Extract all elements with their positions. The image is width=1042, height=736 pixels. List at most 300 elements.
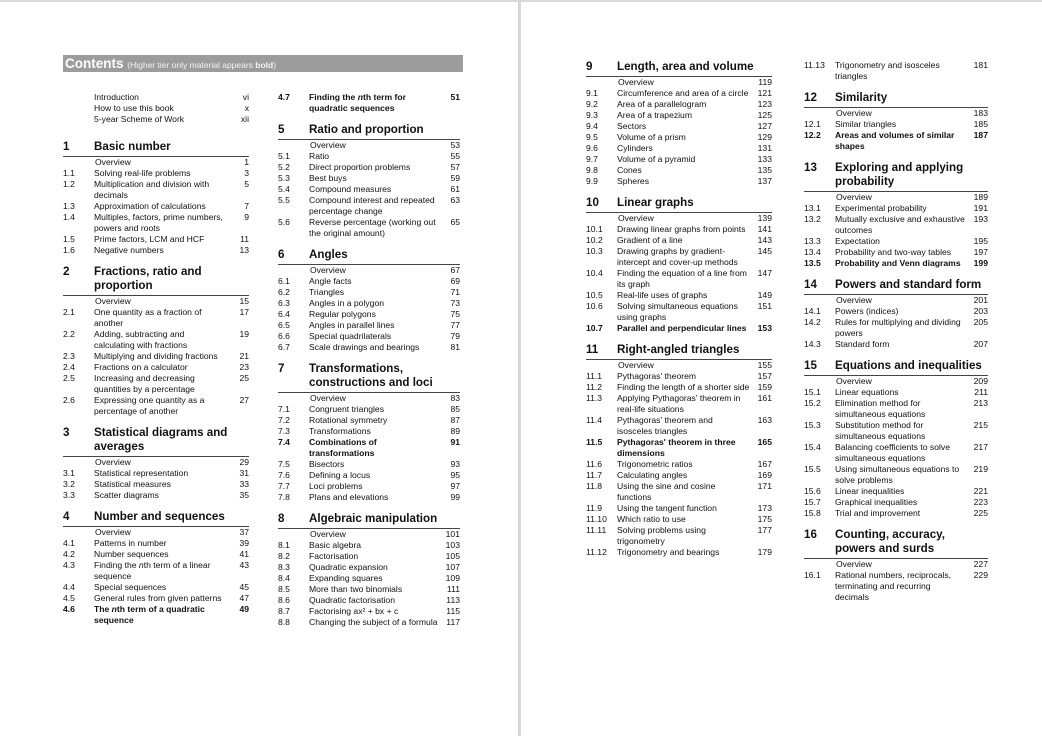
toc-overview-entry[interactable] [804,192,988,203]
section-title: Sectors [617,121,647,131]
chapter-heading[interactable] [804,278,988,295]
chapter-title: Length, area and volume [617,60,754,73]
chapter-heading[interactable] [278,362,460,393]
section-number: 5.2 [278,162,290,172]
section-number: 7.5 [278,459,290,469]
toc-section-entry[interactable] [278,481,460,492]
toc-section-entry[interactable] [804,339,988,350]
toc-section-entry[interactable] [278,595,460,606]
toc-section-entry[interactable] [278,415,460,426]
toc-section-entry[interactable] [586,393,772,415]
page-number: 139 [757,213,772,223]
toc-section-entry[interactable] [278,617,460,628]
chapter-title: Statistical diagrams and averages [94,426,228,453]
chapter-title: Ratio and proportion [309,123,424,136]
toc-section-entry[interactable] [278,584,460,595]
page-number: 175 [757,514,772,524]
toc-section-entry[interactable] [63,538,249,549]
page-number: 149 [757,290,772,300]
toc-section-entry[interactable] [63,373,249,395]
section-title: Standard form [835,339,890,349]
toc-section-entry[interactable] [804,442,988,464]
section-title: Expanding squares [309,573,383,583]
section-number: 8.5 [278,584,290,594]
page-number: 105 [445,551,460,561]
section-number: 6.2 [278,287,290,297]
chapter-heading[interactable] [804,91,988,108]
section-number: 3.2 [63,479,75,489]
toc-section-entry[interactable] [586,470,772,481]
section-title: Angles in a polygon [309,298,385,308]
toc-section-entry[interactable] [278,320,460,331]
section-title: Pythagoras' theorem and isosceles triangles [617,415,713,436]
section-number: 8.1 [278,540,290,550]
chapter-number: 15 [804,359,817,372]
chapter-heading[interactable] [804,359,988,376]
toc-section-entry[interactable] [278,173,460,184]
toc-section-entry[interactable] [278,92,460,114]
toc-section-entry[interactable] [586,143,772,154]
section-title: Area of a trapezium [617,110,692,120]
section-number: 4.6 [63,604,75,614]
section-title: Basic algebra [309,540,362,550]
chapter-title: Powers and standard form [835,278,982,291]
section-title: Finding the nth term of a linear sequence [94,560,211,581]
section-number: 8.6 [278,595,290,605]
toc-section-entry[interactable] [278,492,460,503]
toc-section-entry[interactable] [278,151,460,162]
chapter-heading[interactable] [586,196,772,213]
toc-section-entry[interactable] [586,88,772,99]
page-number: 71 [450,287,460,297]
toc-section-entry[interactable] [804,464,988,486]
page-number: 11 [240,234,249,244]
toc-section-entry[interactable] [278,276,460,287]
toc-section-entry[interactable] [278,404,460,415]
page-number: 89 [450,426,460,436]
section-title: Elimination method for simultaneous equations [835,398,926,419]
section-number [63,114,94,125]
page-number: 213 [973,398,988,408]
toc-section-entry[interactable] [278,331,460,342]
toc-section-entry[interactable] [804,306,988,317]
section-number: 8.3 [278,562,290,572]
section-title: Overview [618,77,654,87]
toc-section-entry[interactable] [586,99,772,110]
toc-section-entry[interactable] [586,503,772,514]
page-number: 185 [973,119,988,129]
section-number: 15.5 [804,464,821,474]
section-number: 12.2 [804,130,821,140]
toc-section-entry[interactable] [63,179,249,201]
toc-section-entry[interactable] [804,387,988,398]
page-number: 115 [446,606,460,616]
toc-section-entry[interactable] [63,362,249,373]
chapter-heading[interactable] [63,265,249,296]
section-title: Overview [95,157,131,167]
toc-overview-entry[interactable] [586,77,772,88]
page-number: 201 [973,295,988,305]
toc-section-entry[interactable] [804,60,988,82]
page-number: 119 [758,77,772,87]
section-number: 9.3 [586,110,598,120]
toc-section-entry[interactable] [63,329,249,351]
page-number: 225 [973,508,988,518]
toc-section-entry[interactable] [63,468,249,479]
page-number: 49 [239,604,249,614]
page-number: 31 [239,468,249,478]
toc-section-entry[interactable] [278,342,460,353]
toc-section-entry[interactable] [804,497,988,508]
chapter-heading[interactable] [804,161,988,192]
toc-overview-entry[interactable] [586,360,772,371]
section-title: Applying Pythagoras' theorem in real-life situations [617,393,741,414]
page-number: 187 [973,130,988,140]
section-title: Volume of a pyramid [617,154,696,164]
toc-section-entry[interactable] [804,236,988,247]
section-title: Gradient of a line [617,235,683,245]
section-title: Similar triangles [835,119,897,129]
section-number: 11.12 [586,547,607,557]
contents-header [63,55,463,72]
toc-section-entry[interactable] [804,398,988,420]
section-title: Overview [95,527,131,537]
section-number: 11.8 [586,481,603,491]
toc-section-entry[interactable] [63,234,249,245]
page-number: 147 [757,268,772,278]
section-title: Rotational symmetry [309,415,388,425]
toc-section-entry[interactable] [278,287,460,298]
page-number: 21 [239,351,249,361]
toc-overview-entry[interactable] [63,527,249,538]
section-title: Regular polygons [309,309,376,319]
section-title: Changing the subject of a formula [309,617,438,627]
toc-section-entry[interactable] [586,268,772,290]
chapter-heading[interactable] [278,512,460,529]
toc-section-entry[interactable] [804,130,988,152]
section-title: Using the sine and cosine functions [617,481,716,502]
section-number: 11.13 [804,60,825,70]
section-title: Overview [618,360,654,370]
section-number: 9.1 [586,88,598,98]
section-title: Volume of a prism [617,132,686,142]
section-number: 11.6 [586,459,603,469]
toc-section-entry[interactable] [586,437,772,459]
page-number: 191 [973,203,988,213]
toc-section-entry[interactable] [278,426,460,437]
section-number: 15.4 [804,442,821,452]
section-title: Finding the length of a shorter side [617,382,750,392]
section-number: 15.2 [804,398,821,408]
toc-overview-entry[interactable] [63,296,249,307]
section-number: 14.2 [804,317,821,327]
toc-section-entry[interactable] [63,490,249,501]
section-title: Solving simultaneous equations using graphs [617,301,738,322]
page-number: 103 [445,540,460,550]
toc-section-entry[interactable] [63,212,249,234]
toc-section-entry[interactable] [586,371,772,382]
toc-section-entry[interactable] [278,309,460,320]
toc-overview-entry[interactable] [804,108,988,119]
section-number: 13.5 [804,258,821,268]
toc-front-entry[interactable] [63,114,249,125]
toc-section-entry[interactable] [278,540,460,551]
toc-section-entry[interactable] [63,201,249,212]
toc-section-entry[interactable] [804,214,988,236]
section-number [804,559,835,570]
toc-section-entry[interactable] [586,176,772,187]
toc-front-entry[interactable] [63,103,249,114]
page-number: 19 [239,329,249,339]
toc-section-entry[interactable] [586,547,772,558]
section-title: Reverse percentage (working out the original amount) [309,217,436,238]
chapter-number: 14 [804,278,817,291]
toc-overview-entry[interactable] [586,213,772,224]
section-title: Statistical representation [94,468,189,478]
toc-overview-entry[interactable] [804,295,988,306]
section-title: Negative numbers [94,245,164,255]
section-title: Areas and volumes of similar shapes [835,130,955,151]
section-number: 7.6 [278,470,290,480]
section-number: 1.4 [63,212,75,222]
section-number: 8.7 [278,606,290,616]
toc-column-3 [586,60,772,558]
toc-section-entry[interactable] [804,570,988,603]
section-number: 9.4 [586,121,598,131]
page-number: 221 [973,486,988,496]
toc-section-entry[interactable] [63,604,249,626]
section-number: 15.8 [804,508,821,518]
toc-section-entry[interactable] [586,132,772,143]
page-number: 121 [757,88,772,98]
section-number: 15.7 [804,497,821,507]
chapter-heading[interactable] [278,248,460,265]
section-number: 6.5 [278,320,290,330]
section-title: Multiplication and division with decimals [94,179,210,200]
page-number: xii [240,114,249,124]
toc-section-entry[interactable] [586,525,772,547]
toc-section-entry[interactable] [586,110,772,121]
section-number: 1.2 [63,179,75,189]
chapter-number: 11 [586,343,599,356]
section-number [804,295,835,306]
section-title: Factorisation [309,551,359,561]
chapter-heading[interactable] [63,140,249,157]
section-number: 5.5 [278,195,290,205]
toc-section-entry[interactable] [804,420,988,442]
chapter-number: 2 [63,265,70,278]
section-number: 10.3 [586,246,603,256]
section-number: 4.3 [63,560,75,570]
chapter-heading[interactable] [278,123,460,140]
section-title: Overview [836,192,872,202]
page-number: 17 [239,307,249,317]
toc-section-entry[interactable] [804,508,988,519]
toc-section-entry[interactable] [804,317,988,339]
toc-section-entry[interactable] [63,549,249,560]
page-number: 67 [450,265,460,275]
toc-section-entry[interactable] [586,290,772,301]
section-title: Plans and elevations [309,492,389,502]
page-number: 179 [757,547,772,557]
section-title: Multiples, factors, prime numbers, powers and roots [94,212,223,233]
page-number: 141 [757,224,772,234]
toc-section-entry[interactable] [278,162,460,173]
toc-overview-entry[interactable] [278,140,460,151]
page-number: 109 [445,573,460,583]
chapter-title: Similarity [835,91,888,104]
section-title: Defining a locus [309,470,371,480]
toc-section-entry[interactable] [804,486,988,497]
section-number: 13.4 [804,247,821,257]
chapter-number: 10 [586,196,599,209]
section-number: 15.6 [804,486,821,496]
section-title: Increasing and decreasing quantities by a percentage [94,373,195,394]
toc-section-entry[interactable] [586,382,772,393]
toc-overview-entry[interactable] [804,559,988,570]
toc-section-entry[interactable] [278,573,460,584]
section-number [278,140,309,151]
page-number: 107 [445,562,460,572]
section-title: Compound interest and repeated percentage change [309,195,435,216]
toc-section-entry[interactable] [63,351,249,362]
toc-overview-entry[interactable] [63,457,249,468]
section-number: 2.5 [63,373,75,383]
page-number: 87 [450,415,460,425]
toc-section-entry[interactable] [278,184,460,195]
section-title: Angles in parallel lines [309,320,395,330]
page-number: 95 [450,470,460,480]
toc-section-entry[interactable] [586,323,772,334]
chapter-heading[interactable] [63,426,249,457]
section-title: Drawing graphs by gradient-intercept and cover-up methods [617,246,738,267]
toc-section-entry[interactable] [63,245,249,256]
chapter-number: 9 [586,60,593,73]
chapter-title: Linear graphs [617,196,694,209]
toc-section-entry[interactable] [586,235,772,246]
section-number [278,265,309,276]
section-number [63,296,94,307]
toc-overview-entry[interactable] [804,376,988,387]
chapter-number: 6 [278,248,285,261]
toc-section-entry[interactable] [63,560,249,582]
section-title: Finding the equation of a line from its graph [617,268,747,289]
toc-section-entry[interactable] [278,298,460,309]
section-title: Number sequences [94,549,169,559]
toc-section-entry[interactable] [63,582,249,593]
chapter-heading[interactable] [586,343,772,360]
toc-section-entry[interactable] [586,165,772,176]
toc-section-entry[interactable] [586,459,772,470]
toc-section-entry[interactable] [804,203,988,214]
chapter-heading[interactable] [63,510,249,527]
chapter-title: Angles [309,248,348,261]
page-number: 1 [244,157,249,167]
section-number: 7.3 [278,426,290,436]
page-number: 69 [450,276,460,286]
section-number: 10.4 [586,268,603,278]
toc-section-entry[interactable] [804,247,988,258]
section-number: 10.2 [586,235,603,245]
section-number: 4.1 [63,538,75,548]
toc-overview-entry[interactable] [278,393,460,404]
page-number: 25 [239,373,249,383]
toc-overview-entry[interactable] [278,265,460,276]
chapter-number: 5 [278,123,285,136]
toc-section-entry[interactable] [586,224,772,235]
toc-section-entry[interactable] [63,479,249,490]
toc-section-entry[interactable] [586,301,772,323]
section-title: Factorising ax² + bx + c [309,606,399,616]
page-number: 93 [450,459,460,469]
toc-section-entry[interactable] [804,119,988,130]
toc-section-entry[interactable] [586,121,772,132]
toc-section-entry[interactable] [586,514,772,525]
page-number: 55 [450,151,460,161]
section-title: Mutually exclusive and exhaustive outcomes [835,214,965,235]
page-number: 131 [757,143,772,153]
section-title: Fractions on a calculator [94,362,188,372]
page-number: 35 [239,490,249,500]
section-number: 2.6 [63,395,75,405]
page-number: 167 [757,459,772,469]
chapter-heading[interactable] [804,528,988,559]
page-number: 99 [450,492,460,502]
page-number: 73 [450,298,460,308]
page-number: 45 [239,582,249,592]
page-number: 205 [973,317,988,327]
toc-section-entry[interactable] [63,307,249,329]
section-number: 5.6 [278,217,290,227]
section-title: Trial and improvement [835,508,921,518]
section-title: Direct proportion problems [309,162,411,172]
page-number: 83 [450,393,460,403]
toc-front-entry[interactable] [63,92,249,103]
toc-section-entry[interactable] [278,551,460,562]
toc-overview-entry[interactable] [63,157,249,168]
chapter-heading[interactable] [586,60,772,77]
toc-section-entry[interactable] [278,437,460,459]
toc-section-entry[interactable] [278,470,460,481]
section-title: Multiplying and dividing fractions [94,351,218,361]
toc-section-entry[interactable] [804,258,988,269]
section-number: 4.5 [63,593,75,603]
toc-section-entry[interactable] [63,168,249,179]
toc-section-entry[interactable] [63,395,249,417]
section-title: Ratio [309,151,330,161]
section-title: Balancing coefficients to solve simultaneous equations [835,442,950,463]
toc-section-entry[interactable] [278,459,460,470]
section-title: Expectation [835,236,880,246]
toc-section-entry[interactable] [63,593,249,604]
toc-overview-entry[interactable] [278,529,460,540]
chapter-title: Equations and inequalities [835,359,982,372]
toc-section-entry[interactable] [278,217,460,239]
toc-section-entry[interactable] [586,154,772,165]
section-title: General rules from given patterns [94,593,222,603]
toc-section-entry[interactable] [278,562,460,573]
toc-section-entry[interactable] [586,246,772,268]
section-title: Quadratic factorisation [309,595,395,605]
toc-section-entry[interactable] [586,415,772,437]
toc-section-entry[interactable] [586,481,772,503]
page-number: 75 [450,309,460,319]
page-number: 79 [450,331,460,341]
toc-section-entry[interactable] [278,606,460,617]
toc-section-entry[interactable] [278,195,460,217]
page-number: 27 [239,395,249,405]
section-title: Overview [310,140,346,150]
